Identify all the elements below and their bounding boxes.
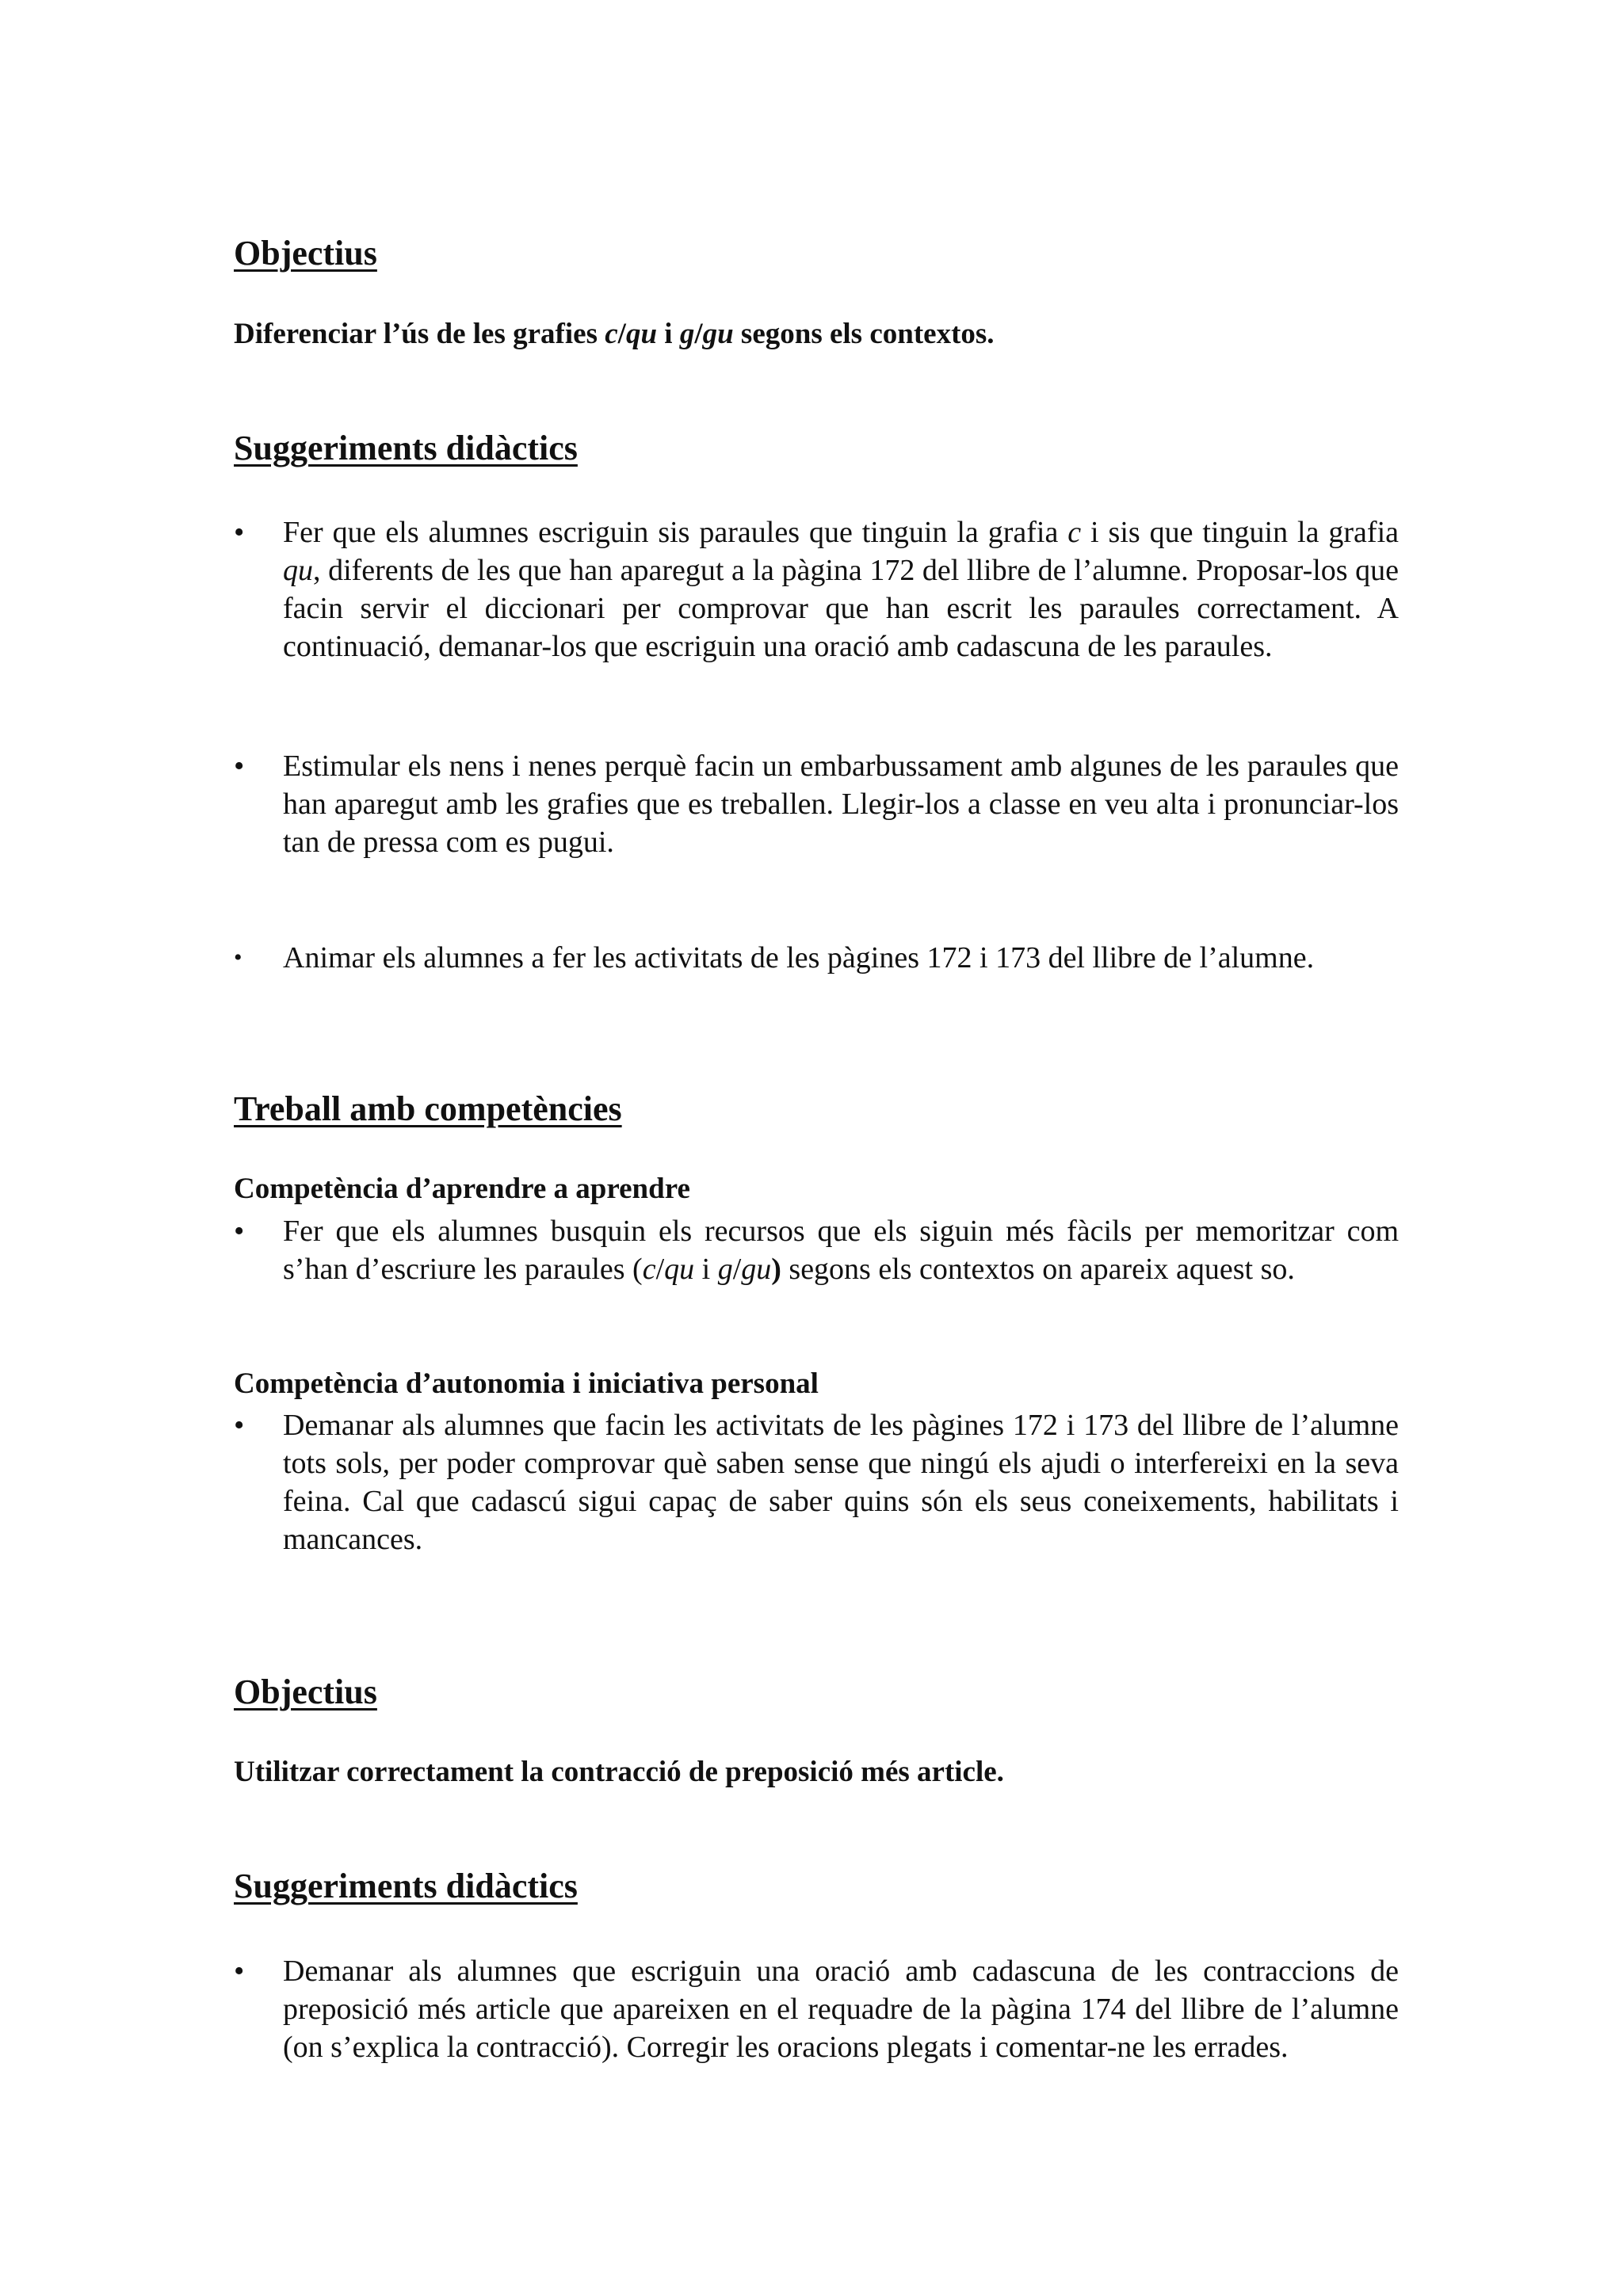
competencia-subheading-2: Competència d’autonomia i iniciativa personal	[234, 1367, 819, 1400]
competencia-subheading-1: Competència d’aprendre a aprendre	[234, 1173, 690, 1205]
bullet-italic: qu	[664, 1253, 695, 1286]
bullet-dot: •	[234, 1955, 245, 1988]
bullet-text: Estimular els nens i nenes perquè facin un embarbussament amb algunes de les paraules que han aparegut amb les grafies que es treballen. Llegir-los a classe en veu alta i pronunciar-los tan de pressa com es pugui.	[283, 749, 1399, 859]
bullet-italic: g	[717, 1253, 733, 1286]
bullet-text-part: /	[732, 1253, 742, 1286]
bullet-text-part: /	[655, 1253, 665, 1286]
bullet-item	[234, 513, 1399, 666]
suggeriments-heading-2: Suggeriments didàctics	[234, 1867, 578, 1905]
lead-italic-qu: qu	[625, 318, 658, 350]
bullet-text	[283, 1212, 1399, 1288]
bullet-text-part: Fer que els alumnes escriguin sis paraules que tinguin la grafia	[283, 516, 1068, 549]
bullet-italic: gu	[741, 1253, 772, 1286]
lead-italic-c: c	[605, 318, 618, 350]
bullet-dot: •	[234, 944, 242, 971]
bullet-italic: qu	[283, 554, 313, 587]
bullet-text: Demanar als alumnes que escriguin una oració amb cadascuna de les contraccions de preposició més article que apareixen en el requadre de la pàgina 174 del llibre de l’alumne (on s’explica la contracció). Corregir les oracions plegats i comentar-ne les errades.	[283, 1955, 1399, 2064]
bullet-item	[234, 1212, 1399, 1288]
objectius-heading-1: Objectius	[234, 234, 377, 273]
bullet-text-part: i sis que tinguin la grafia	[1081, 516, 1399, 549]
bullet-item	[234, 1952, 1399, 2066]
lead-text-part: Diferenciar l’ús de les grafies	[234, 318, 605, 350]
bullet-bold: )	[771, 1253, 781, 1286]
lead-text-part: i	[657, 318, 680, 350]
bullet-dot: •	[234, 516, 245, 549]
bullet-item	[234, 1406, 1399, 1558]
bullet-item	[234, 939, 1399, 977]
bullet-text-part: Fer que els alumnes busquin els recursos que els siguin més fàcils per memoritzar com s’han d’escriure les paraules (	[283, 1215, 1399, 1286]
objectius-heading-2: Objectius	[234, 1672, 377, 1711]
lead-text-part: segons els contextos.	[733, 318, 995, 350]
bullet-dot: •	[234, 1409, 245, 1442]
bullet-text-part: i	[694, 1253, 718, 1286]
bullet-text	[283, 513, 1399, 666]
competencies-heading: Treball amb competències	[234, 1089, 622, 1128]
suggeriments-heading-1: Suggeriments didàctics	[234, 429, 578, 467]
lead-slash: /	[694, 318, 703, 350]
objectius-lead-2: Utilitzar correctament la contracció de preposició més article.	[234, 1756, 1004, 1788]
bullet-italic: c	[1067, 516, 1082, 549]
bullet-text-part: , diferents de les que han aparegut a la pàgina 172 del llibre de l’alumne. Proposar-los que facin servir el diccionari per comprovar que han escrit les paraules correctament. A continuació, demanar-los que escriguin una oració amb cadascuna de les paraules.	[283, 554, 1399, 663]
objectius-lead-1	[234, 319, 995, 349]
lead-italic-g: g	[679, 318, 695, 350]
lead-slash: /	[617, 318, 626, 350]
bullet-text: Animar els alumnes a fer les activitats de les pàgines 172 i 173 del llibre de l’alumne.	[283, 941, 1315, 974]
bullet-dot: •	[234, 1215, 245, 1248]
bullet-italic: c	[642, 1253, 656, 1286]
bullet-text-part: segons els contextos on apareix aquest so.	[781, 1253, 1295, 1286]
lead-italic-gu: gu	[702, 318, 734, 350]
bullet-dot: •	[234, 749, 245, 783]
bullet-text: Demanar als alumnes que facin les activitats de les pàgines 172 i 173 del llibre de l’alumne tots sols, per poder comprovar què saben sense que ningú els ajudi o interfereixi en la seva feina. Cal que cadascú sigui capaç de saber quins són els seus coneixements, habilitats i mancances.	[283, 1409, 1399, 1556]
bullet-item	[234, 747, 1399, 861]
